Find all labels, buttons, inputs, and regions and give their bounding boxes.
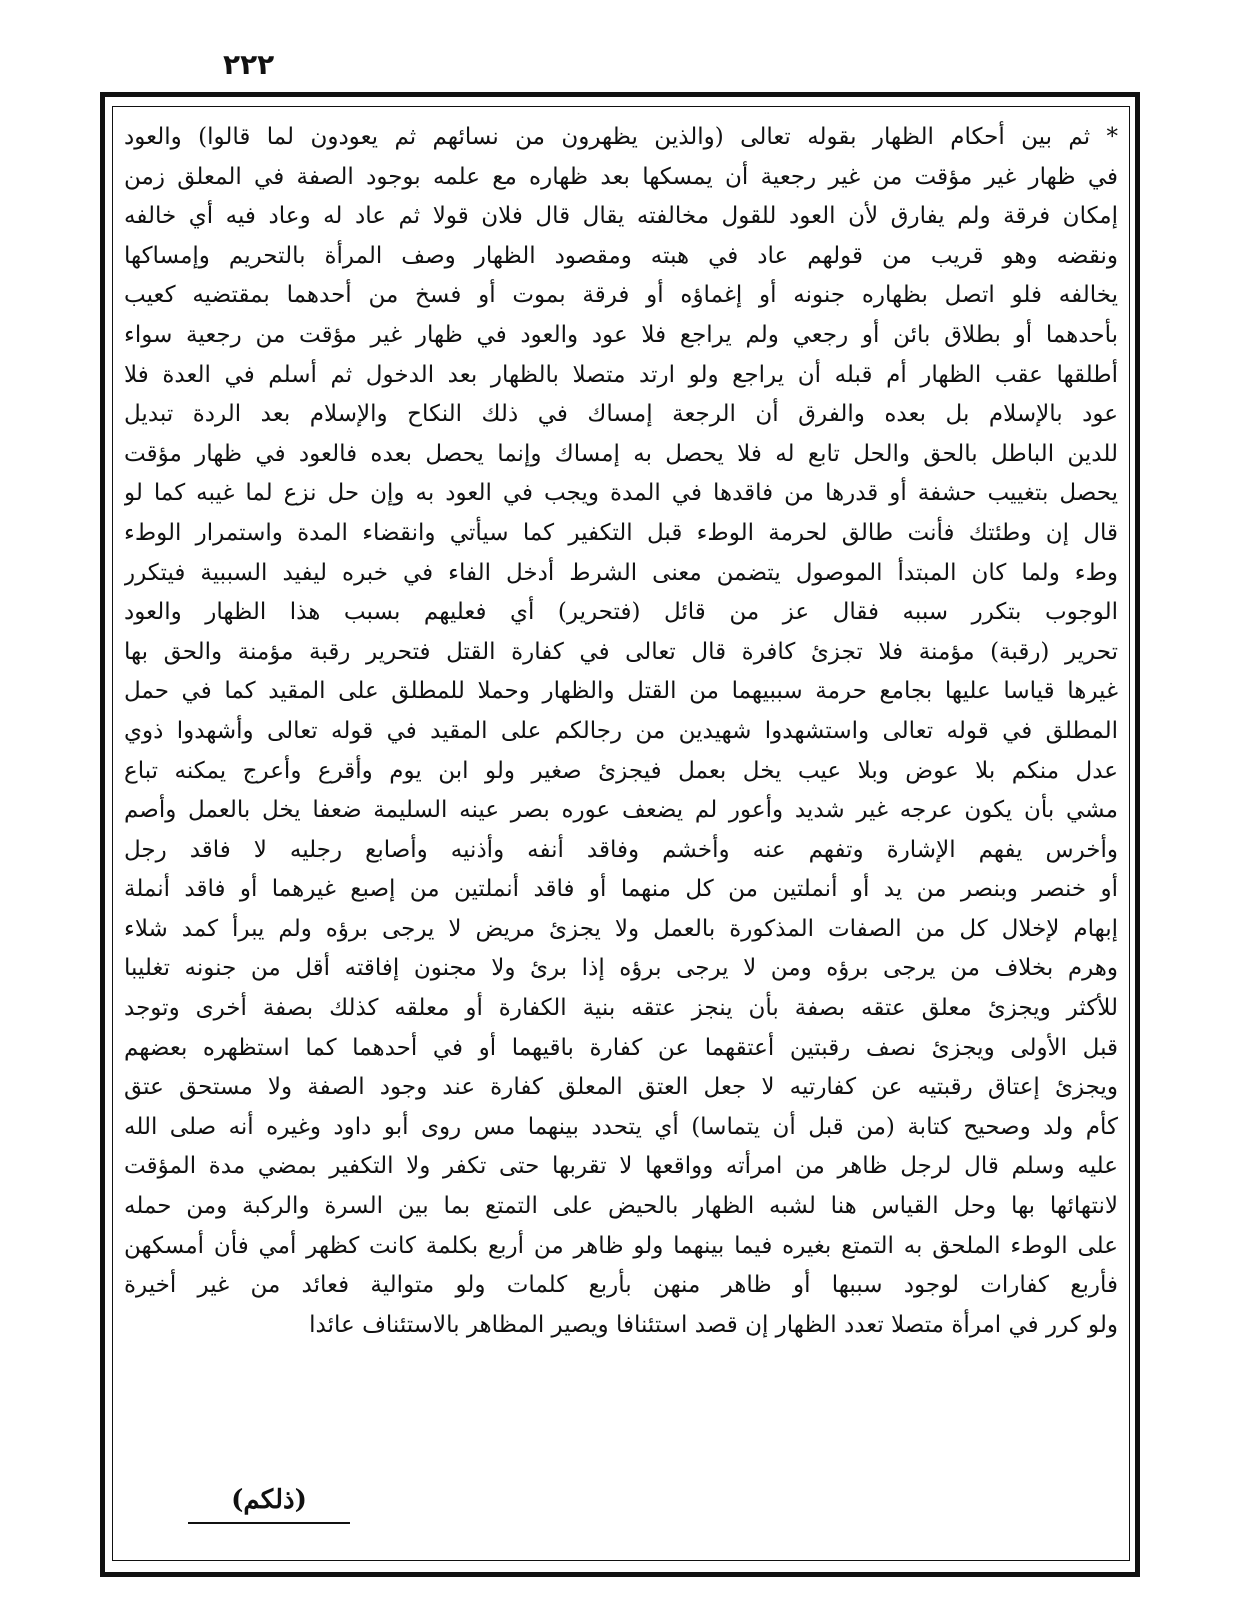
text-line: وهرم بخلاف من يرجى برؤه ومن لا يرجى برؤه إذا برئ ولا مجنون إفاقته أقل من جنونه تغليبا [124,955,1118,982]
text-line: قال إن وطئتك فأنت طالق لحرمة الوطء قبل التكفير كما سيأتي وانقضاء المدة واستمرار الوطء [124,519,1118,546]
catchword-underline [188,1522,350,1524]
text-line: لانتهائها بها وحل القياس هنا لشبه الظهار بالحيض على التمتع بما بين السرة والركبة ومن حمله [124,1193,1118,1220]
text-line: الوجوب بتكرر سببه فقال عز من قائل (فتحرير) أي فعليهم بسبب هذا الظهار والعود [124,599,1118,626]
catchword: (ذلكم) [231,1485,307,1515]
page-number: ٢٢٢ [223,48,275,81]
text-line: عود بالإسلام بل بعده والفرق أن الرجعة إمساك في ذلك النكاح والإسلام بعد الردة تبديل [124,401,1118,428]
text-line: بأحدهما أو بطلاق بائن أو رجعي ولم يراجع فلا عود والعود في ظهار غير مؤقت من رجعية سواء [124,321,1118,348]
text-line: غيرها قياسا عليها بجامع حرمة سببيهما من القتل والظهار وحملا للمطلق على المقيد كما في حمل [124,678,1118,705]
text-line: مشي بأن يكون عرجه غير شديد وأعور لم يضعف عوره بصر عينه السليمة ضعفا يخل بالعمل وأصم [124,797,1118,824]
text-line: للدين الباطل بالحق والحل تابع له فلا يحصل به إمساك وإنما يحصل بعده فالعود في ظهار مؤقت [124,440,1118,467]
text-line: وطء ولما كان المبتدأ الموصول يتضمن معنى الشرط أدخل الفاء في خبره ليفيد السببية فيتكرر [124,559,1118,586]
text-line: يحصل بتغييب حشفة أو قدرها من فاقدها في المدة ويجب في العود به وإن حل نزع لما غيبه كما لو [124,480,1118,507]
text-line: في ظهار غير مؤقت من غير رجعية أن يمسكها بعد ظهاره مع علمه بوجود الصفة في المعلق زمن [124,163,1118,190]
text-line: عليه وسلم قال لرجل ظاهر من امرأته وواقعها لا تقربها حتى تكفر ولا التكفير بمضي مدة المؤقت [124,1153,1118,1180]
text-line: * ثم بين أحكام الظهار بقوله تعالى (والذين يظهرون من نسائهم ثم يعودون لما قالوا) والعود [124,124,1118,150]
text-line: يخالفه فلو اتصل بظهاره جنونه أو إغماؤه أو فرقة بموت أو فسخ من أحدهما بمقتضيه كعيب [124,282,1118,309]
text-line: ويجزئ إعتاق رقبتيه عن كفارتيه لا جعل العتق المعلق كفارة عند وجود الصفة ولا مستحق عتق [124,1074,1118,1101]
text-line: تحرير (رقبة) مؤمنة فلا تجزئ كافرة قال تعالى في كفارة القتل فتحرير رقبة مؤمنة والحق بها [124,638,1118,665]
text-line: على الوطء الملحق به التمتع بغيره فيما بينهما ولو ظاهر من أربع بكلمة كانت كظهر أمي فأن أمسكهن [124,1232,1118,1259]
text-line: إمكان فرقة ولم يفارق لأن العود للقول مخالفته يقال قال فلان قولا ثم عاد له وعاد فيه أي خالفه [124,203,1118,230]
text-line: قبل الأولى ويجزئ نصف رقبتين أعتقهما عن كفارة باقيهما أو في أحدهما كما استظهره بعضهم [124,1034,1118,1061]
text-line: المطلق في قوله تعالى واستشهدوا شهيدين من رجالكم على المقيد في قوله تعالى وأشهدوا ذوي [124,717,1118,744]
text-line: إبهام لإخلال كل من الصفات المذكورة بالعمل ولا يجزئ مريض لا يرجى برؤه ولم يبرأ كمد شلاء [124,915,1118,942]
text-line: للأكثر ويجزئ معلق عتقه بصفة بأن ينجز عتقه بنية الكفارة أو معلقه كذلك بصفة أخرى وتوجد [124,995,1118,1022]
text-line: أو خنصر وبنصر من يد أو أنملتين من كل منهما أو فاقد أنملتين من إصبع غيرهما أو فاقد أنملة [124,876,1118,903]
text-line: فأربع كفارات لوجود سببها أو ظاهر منهن بأربع كلمات ولو متوالية فعائد من غير أخيرة [124,1272,1118,1299]
text-line: وأخرس يفهم الإشارة وتفهم عنه وأخشم وفاقد أنفه وأذنيه وأصابع رجليه لا فاقد رجل [124,836,1118,863]
text-line: ونقضه وهو قريب من قولهم عاد في هبته ومقصود الظهار وصف المرأة بالتحريم وإمساكها [124,242,1118,269]
body-text [124,118,1118,1345]
text-line: ولو كرر في امرأة متصلا تعدد الظهار إن قصد استئنافا ويصير المظاهر بالاستئناف عائدا [309,1311,1118,1338]
text-line: كأم ولد وصحيح كتابة (من قبل أن يتماسا) أي يتحدد بينهما مس روى أبو داود وغيره أنه صلى الله [124,1113,1118,1140]
text-line: عدل منكم بلا عوض وبلا عيب يخل بعمل فيجزئ صغير ولو ابن يوم وأقرع وأعرج يمكنه تباع [124,757,1118,784]
text-line: أطلقها عقب الظهار أم قبله أن يراجع ولو ارتد متصلا بالظهار بعد الدخول ثم أسلم في العدة فلا [124,361,1118,388]
